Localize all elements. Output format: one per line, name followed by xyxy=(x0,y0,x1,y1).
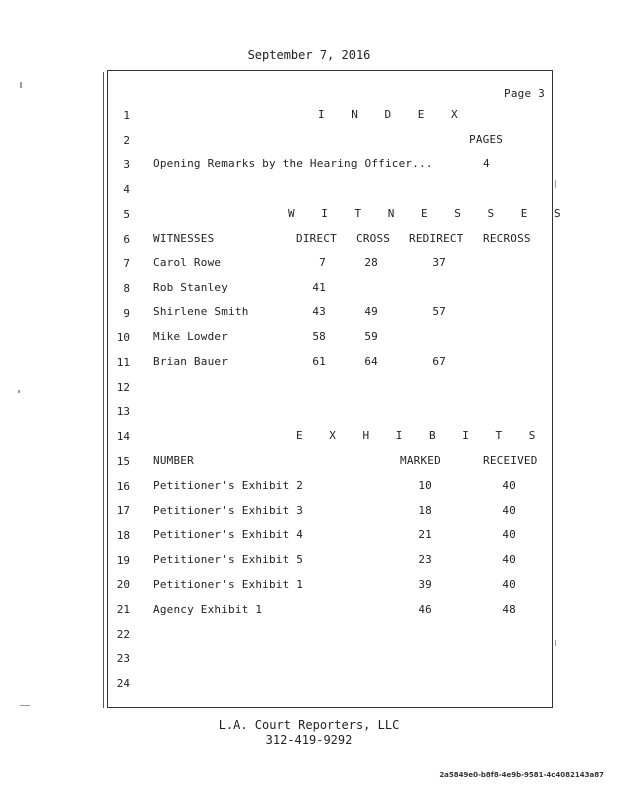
line-number: 7 xyxy=(123,257,130,271)
line-number: 6 xyxy=(123,232,130,246)
line-number: 3 xyxy=(123,158,130,172)
witness-header-redirect: REDIRECT xyxy=(409,232,464,245)
line-number: 20 xyxy=(116,578,130,592)
scan-speck xyxy=(18,390,20,393)
exhibit-received-cell: 40 xyxy=(502,553,516,567)
witness-direct-cell: 7 xyxy=(319,256,326,269)
exhibit-header-received: RECEIVED xyxy=(483,454,538,467)
line-number: 17 xyxy=(116,504,130,518)
line-number: 5 xyxy=(123,207,130,221)
scan-speck xyxy=(20,82,22,88)
exhibit-number-cell: Petitioner's Exhibit 3 xyxy=(153,503,304,517)
witness-redirect-cell: 37 xyxy=(432,256,446,269)
exhibits-title: E X H I B I T S xyxy=(296,429,546,442)
opening-remarks-page: 4 xyxy=(483,157,490,170)
witness-direct-cell: 61 xyxy=(312,354,326,368)
line-number: 24 xyxy=(116,677,130,691)
frame-left-rule xyxy=(103,72,104,708)
exhibit-number-cell: Petitioner's Exhibit 1 xyxy=(153,577,304,591)
exhibit-marked-cell: 23 xyxy=(418,553,432,567)
exhibit-marked-cell: 10 xyxy=(418,479,432,492)
line-number: 13 xyxy=(116,405,130,419)
footer-company: L.A. Court Reporters, LLC xyxy=(218,718,400,732)
witness-redirect-cell: 67 xyxy=(432,354,446,368)
line-number: 19 xyxy=(116,553,130,567)
witness-cross-cell: 64 xyxy=(364,354,378,368)
line-number: 9 xyxy=(123,306,130,320)
exhibit-marked-cell: 21 xyxy=(418,528,432,542)
pages-label: PAGES xyxy=(469,133,504,146)
exhibit-received-cell: 48 xyxy=(502,602,516,616)
witness-direct-cell: 41 xyxy=(312,280,326,294)
footer-phone: 312-419-9292 xyxy=(265,733,353,747)
exhibit-marked-cell: 39 xyxy=(418,577,432,591)
line-number: 2 xyxy=(123,133,130,147)
exhibit-number-cell: Petitioner's Exhibit 2 xyxy=(153,479,304,492)
witness-name-cell: Mike Lowder xyxy=(153,330,229,344)
exhibit-received-cell: 40 xyxy=(502,503,516,517)
index-title: I N D E X xyxy=(318,108,468,121)
witness-direct-cell: 43 xyxy=(312,305,326,319)
witness-name-cell: Shirlene Smith xyxy=(153,305,249,319)
scan-speck xyxy=(555,640,556,646)
exhibit-header-marked: MARKED xyxy=(400,454,441,467)
witness-header-name: WITNESSES xyxy=(153,232,215,245)
witness-cross-cell: 59 xyxy=(364,330,378,344)
exhibit-marked-cell: 46 xyxy=(418,602,432,616)
witness-header-cross: CROSS xyxy=(356,232,391,245)
witness-name-cell: Carol Rowe xyxy=(153,256,222,269)
exhibit-received-cell: 40 xyxy=(502,479,516,492)
witness-name-cell: Brian Bauer xyxy=(153,354,229,368)
line-number: 23 xyxy=(116,652,130,666)
page-header-date: September 7, 2016 xyxy=(247,48,371,62)
line-number: 4 xyxy=(123,183,130,197)
exhibit-number-cell: Agency Exhibit 1 xyxy=(153,602,263,616)
witness-cross-cell: 28 xyxy=(364,256,378,269)
line-number: 12 xyxy=(116,380,130,394)
document-id: 2a5849e0-b8f8-4e9b-9581-4c4082143a87 xyxy=(439,771,604,779)
exhibit-number-cell: Petitioner's Exhibit 4 xyxy=(153,528,304,542)
line-number: 14 xyxy=(116,430,130,444)
scan-speck xyxy=(20,705,30,706)
exhibit-received-cell: 40 xyxy=(502,577,516,591)
witness-redirect-cell: 57 xyxy=(432,305,446,319)
witness-header-direct: DIRECT xyxy=(296,232,337,245)
line-number: 8 xyxy=(123,281,130,295)
opening-remarks-text: Opening Remarks by the Hearing Officer... xyxy=(153,157,433,170)
line-number: 1 xyxy=(123,109,130,122)
line-number: 10 xyxy=(116,331,130,345)
exhibit-marked-cell: 18 xyxy=(418,503,432,517)
witness-name-cell: Rob Stanley xyxy=(153,280,229,294)
line-number: 11 xyxy=(116,356,130,369)
witness-header-recross: RECROSS xyxy=(483,232,531,245)
exhibit-number-cell: Petitioner's Exhibit 5 xyxy=(153,553,304,567)
scan-speck xyxy=(555,180,556,188)
exhibit-received-cell: 40 xyxy=(502,528,516,542)
line-number: 22 xyxy=(116,627,130,641)
line-number: 16 xyxy=(116,479,130,493)
exhibit-header-number: NUMBER xyxy=(153,454,194,467)
line-number: 18 xyxy=(116,528,130,542)
line-number: 15 xyxy=(116,454,130,468)
witness-cross-cell: 49 xyxy=(364,305,378,319)
line-number: 21 xyxy=(116,603,130,616)
witnesses-title: W I T N E S S E S xyxy=(288,207,571,220)
page-number: Page 3 xyxy=(504,87,545,100)
witness-direct-cell: 58 xyxy=(312,330,326,344)
